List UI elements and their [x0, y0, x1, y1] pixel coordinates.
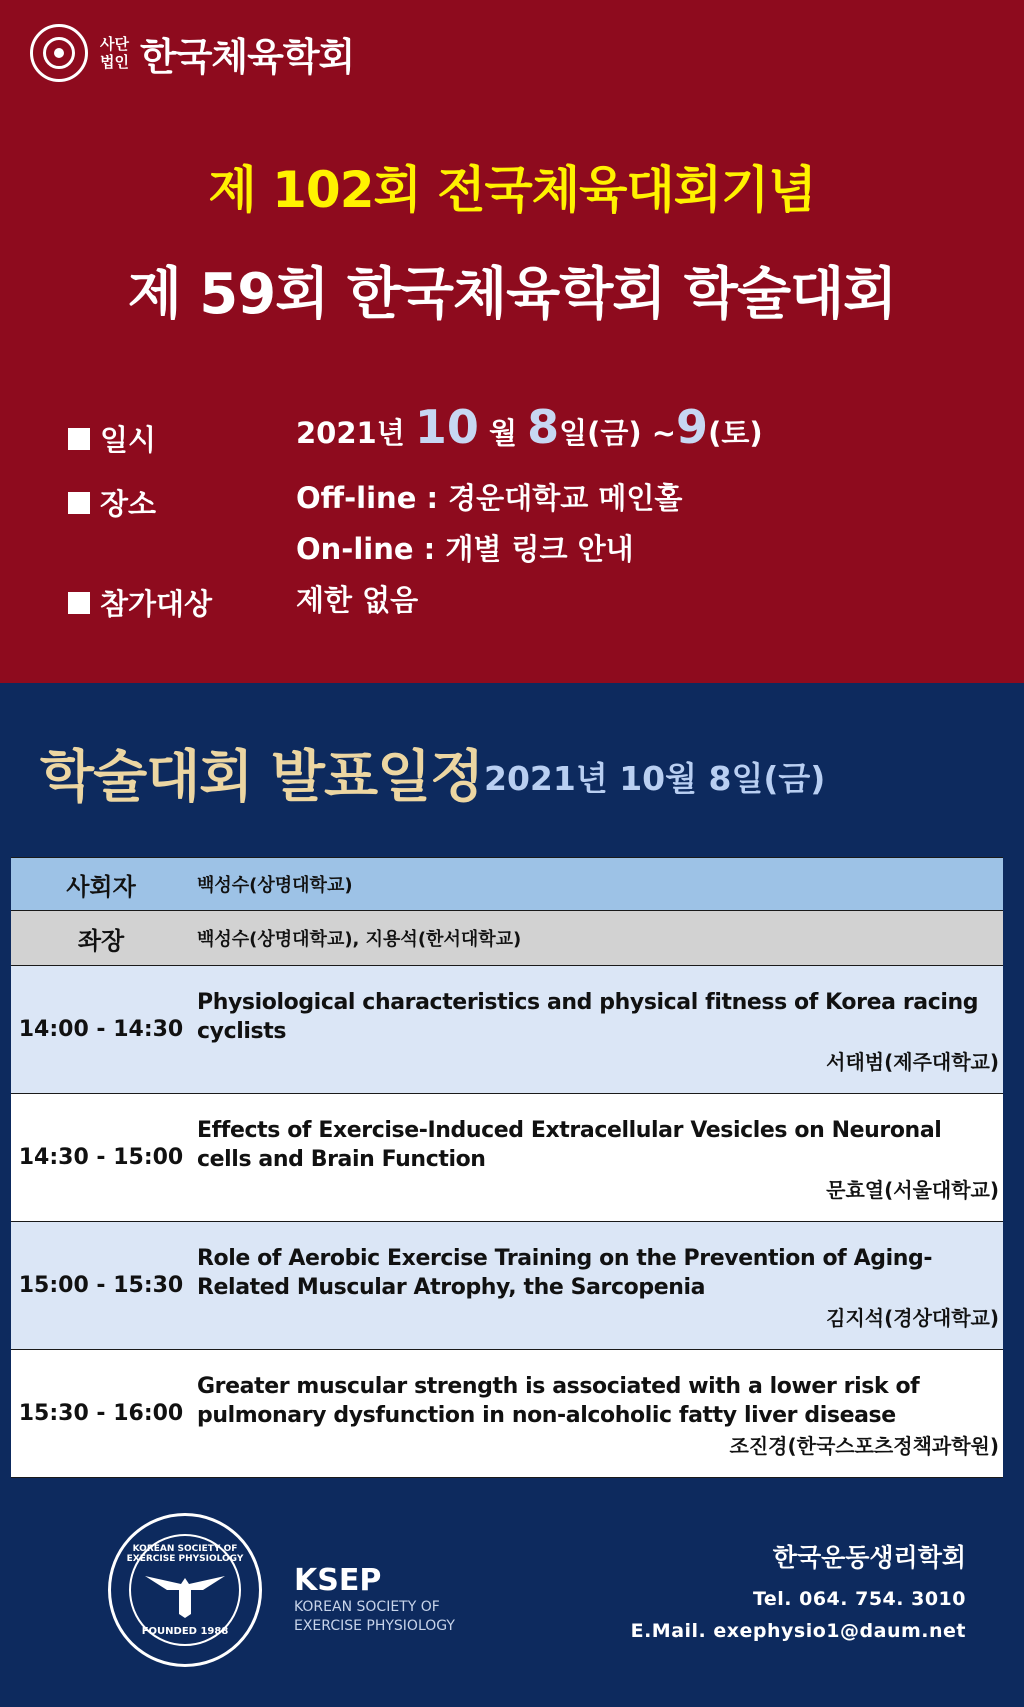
chair-value: 백성수(상명대학교), 지용석(한서대학교): [197, 929, 522, 950]
society-emblem-icon: [30, 24, 88, 82]
ksep-seal-icon: [108, 1513, 262, 1667]
talk-speaker: 서태범(제주대학교): [826, 1050, 999, 1074]
logo-name: 한국체육학회: [140, 34, 355, 79]
contact-info: [631, 1538, 966, 1652]
audience-value: 제한 없음: [296, 583, 419, 617]
square-bullet-icon: [68, 492, 90, 514]
talk-title: Role of Aerobic Exercise Training on the Prevention of Aging-Related Muscular Atrophy, the Sarcopenia: [197, 1246, 933, 1300]
eagle-icon: [141, 1568, 229, 1618]
talk-time: 14:30 - 15:00: [18, 1145, 184, 1170]
talk-time: 15:00 - 15:30: [18, 1273, 184, 1298]
talk-title: Greater muscular strength is associated with a lower risk of pulmonary dysfunction in non-alcoholic fatty liver disease: [197, 1374, 920, 1428]
talk-speaker: 조진경(한국스포츠정책과학원): [729, 1434, 999, 1458]
schedule-date: 2021년 10월 8일(금): [484, 759, 826, 798]
schedule-section: [0, 683, 1024, 1707]
talk-time: 14:00 - 14:30: [18, 1017, 184, 1042]
chair-label: 좌장: [77, 926, 125, 955]
talk-speaker: 문효열(서울대학교): [826, 1178, 999, 1202]
ksep-wordmark: [294, 1563, 455, 1636]
talk-time: 15:30 - 16:00: [18, 1401, 184, 1426]
table-row: [11, 1094, 1003, 1222]
date-label: 일시: [68, 418, 156, 459]
organization-name: 한국운동생리학회: [772, 1543, 966, 1572]
moderator-value: 백성수(상명대학교): [197, 875, 353, 896]
ksep-sub1: KOREAN SOCIETY OF: [294, 1599, 440, 1615]
venue-label: 장소: [68, 482, 156, 523]
venue-offline: Off-line : 경운대학교 메인홀: [296, 481, 683, 515]
table-row: [11, 1222, 1003, 1350]
table-row: [11, 966, 1003, 1094]
square-bullet-icon: [68, 428, 90, 450]
talk-speaker: 김지석(경상대학교): [826, 1306, 999, 1330]
seal-founded: FOUNDED 1988: [141, 1626, 229, 1637]
chair-row: [11, 911, 1003, 966]
talk-title: Effects of Exercise-Induced Extracellular Vesicles on Neuronal cells and Brain Function: [197, 1118, 942, 1172]
event-header-section: [0, 0, 1024, 683]
event-subtitle: 제 102회 전국체육대회기념: [208, 161, 816, 219]
society-logo: [30, 24, 354, 82]
logo-prefix: 사단 법인: [100, 35, 129, 71]
audience-label: 참가대상: [68, 582, 212, 623]
moderator-label: 사회자: [66, 872, 136, 901]
ksep-sub2: EXERCISE PHYSIOLOGY: [294, 1618, 455, 1634]
schedule-table: [11, 857, 1003, 1478]
venue-online: On-line : 개별 링크 안내: [296, 532, 634, 566]
moderator-row: [11, 857, 1003, 911]
email-address[interactable]: E.Mail. exephysio1@daum.net: [630, 1620, 966, 1642]
table-row: [11, 1350, 1003, 1478]
phone-number: Tel. 064. 754. 3010: [752, 1588, 966, 1610]
square-bullet-icon: [68, 592, 90, 614]
talk-title: Physiological characteristics and physical fitness of Korea racing cyclists: [197, 990, 979, 1044]
date-value: 2021년 10 월 8일(금) ~9(토): [296, 400, 763, 454]
event-title: 제 59회 한국체육학회 학술대회: [127, 262, 897, 327]
seal-text: KOREAN SOCIETY OF EXERCISE PHYSIOLOGY: [126, 1544, 244, 1564]
ksep-name: KSEP: [294, 1563, 382, 1598]
schedule-title: 학술대회 발표일정: [40, 745, 484, 810]
